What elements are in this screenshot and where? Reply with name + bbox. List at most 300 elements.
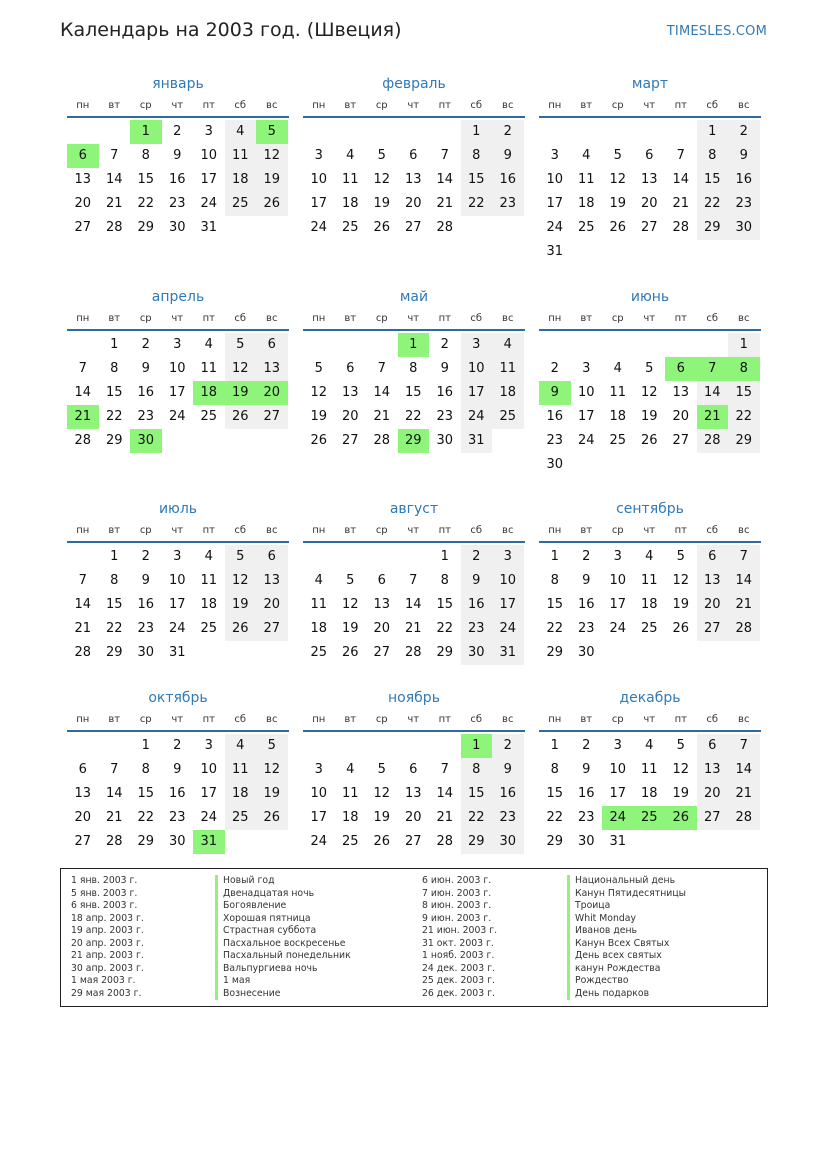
day-cell: 13 (373, 597, 391, 612)
day-cell: 10 (461, 357, 493, 381)
day-cell: 5 (613, 148, 622, 163)
day-cell: 7 (409, 573, 418, 588)
day-cell: 22 (137, 196, 155, 211)
weekday-label: ср (139, 714, 152, 725)
day-cell: 16 (168, 172, 186, 187)
day-cell: 22 (404, 409, 422, 424)
day-cell: 21 (67, 405, 99, 429)
day-cell: 18 (609, 409, 627, 424)
day-cell: 1 (461, 120, 493, 144)
day-cell: 29 (137, 834, 155, 849)
weekday-label: ср (375, 100, 388, 111)
weekday-header (303, 521, 525, 543)
day-cell: 23 (168, 810, 186, 825)
day-cell: 25 (310, 645, 328, 660)
day-cell: 9 (173, 148, 182, 163)
day-cell: 15 (461, 782, 493, 806)
day-cell: 3 (613, 738, 622, 753)
day-cell: 26 (672, 621, 690, 636)
weekday-label: вт (580, 313, 593, 324)
weekday-label: чт (171, 525, 184, 536)
holiday-date: 30 апр. 2003 г. (71, 962, 144, 974)
month-name: февраль (382, 76, 446, 92)
day-cell: 8 (728, 357, 760, 381)
days-grid (67, 545, 289, 665)
days-grid (539, 333, 761, 477)
day-cell: 2 (492, 120, 524, 144)
day-cell: 16 (461, 593, 493, 617)
day-cell: 24 (168, 409, 186, 424)
day-cell: 20 (672, 409, 690, 424)
weekday-label: пн (76, 525, 90, 536)
holiday-name: Вознесение (215, 988, 351, 1001)
day-cell: 23 (577, 810, 595, 825)
day-cell: 15 (546, 597, 564, 612)
day-cell: 5 (676, 549, 685, 564)
day-cell: 25 (225, 806, 257, 830)
empty-day-cell (303, 734, 335, 758)
day-cell: 24 (602, 806, 634, 830)
day-cell: 7 (110, 148, 119, 163)
weekday-label: сб (470, 313, 483, 324)
holiday-date: 25 дек. 2003 г. (422, 975, 495, 986)
empty-day-cell (67, 120, 99, 144)
day-cell: 22 (105, 409, 123, 424)
holiday-date: 6 июн. 2003 г. (422, 875, 492, 886)
site-link[interactable]: TIMESLES.COM (666, 24, 767, 39)
weekday-label: пн (548, 714, 562, 725)
day-cell: 13 (697, 569, 729, 593)
month-name: июль (158, 501, 198, 517)
day-cell: 22 (105, 621, 123, 636)
day-cell: 21 (105, 196, 123, 211)
day-cell: 8 (141, 762, 150, 777)
day-cell: 3 (613, 549, 622, 564)
empty-day-cell (366, 545, 398, 569)
weekday-label: чт (643, 313, 656, 324)
holidays-left-dates (71, 875, 144, 1000)
day-cell: 21 (105, 810, 123, 825)
holiday-date: 21 июн. 2003 г. (422, 925, 498, 936)
day-cell: 12 (373, 172, 391, 187)
day-cell: 27 (404, 220, 422, 235)
weekday-label: пн (548, 100, 562, 111)
day-cell: 25 (200, 621, 218, 636)
month-block (539, 72, 761, 264)
day-cell: 18 (193, 381, 225, 405)
holiday-date: 1 мая 2003 г. (71, 975, 136, 986)
weekday-label: пт (202, 714, 215, 725)
weekday-label: ср (375, 313, 388, 324)
day-cell: 20 (697, 782, 729, 806)
month-name: апрель (151, 289, 205, 305)
weekday-label: ср (611, 313, 624, 324)
day-cell: 11 (200, 361, 218, 376)
day-cell: 15 (105, 385, 123, 400)
day-cell: 3 (582, 361, 591, 376)
day-cell: 18 (640, 786, 658, 801)
day-cell: 23 (728, 192, 760, 216)
day-cell: 14 (672, 172, 690, 187)
day-cell: 9 (461, 569, 493, 593)
holidays-right-names (567, 875, 686, 1000)
day-cell: 29 (461, 830, 493, 854)
month-block (303, 285, 525, 453)
weekday-label: вс (266, 714, 278, 725)
day-cell: 30 (436, 433, 454, 448)
day-cell: 25 (200, 409, 218, 424)
day-cell: 11 (341, 786, 359, 801)
day-cell: 27 (404, 834, 422, 849)
weekday-label: сб (706, 100, 719, 111)
day-cell: 12 (256, 758, 288, 782)
day-cell: 30 (461, 641, 493, 665)
day-cell: 24 (200, 810, 218, 825)
day-cell: 8 (550, 573, 559, 588)
day-cell: 27 (341, 433, 359, 448)
month-name: декабрь (619, 690, 681, 706)
holiday-name: Богоявление (215, 900, 351, 913)
day-cell: 24 (577, 433, 595, 448)
day-cell: 23 (436, 409, 454, 424)
weekday-label: сб (470, 525, 483, 536)
day-cell: 31 (168, 645, 186, 660)
holiday-name: Канун Всех Святых (567, 938, 686, 951)
day-cell: 8 (409, 361, 418, 376)
day-cell: 22 (436, 621, 454, 636)
day-cell: 27 (672, 433, 690, 448)
weekday-label: сб (470, 100, 483, 111)
weekday-label: ср (375, 714, 388, 725)
holiday-date: 31 окт. 2003 г. (422, 937, 494, 949)
day-cell: 30 (168, 834, 186, 849)
day-cell: 8 (550, 762, 559, 777)
day-cell: 28 (105, 834, 123, 849)
day-cell: 19 (225, 381, 257, 405)
day-cell: 8 (461, 758, 493, 782)
day-cell: 17 (310, 196, 328, 211)
day-cell: 12 (225, 569, 257, 593)
empty-day-cell (602, 333, 634, 357)
day-cell: 5 (225, 333, 257, 357)
day-cell: 12 (640, 385, 658, 400)
day-cell: 10 (200, 762, 218, 777)
day-cell: 24 (200, 196, 218, 211)
day-cell: 28 (728, 806, 760, 830)
weekday-label: вт (344, 100, 357, 111)
holiday-name: канун Рождества (567, 963, 686, 976)
weekday-label: пт (438, 313, 451, 324)
day-cell: 2 (461, 545, 493, 569)
day-cell: 22 (546, 621, 564, 636)
day-cell: 11 (200, 573, 218, 588)
empty-day-cell (366, 333, 398, 357)
day-cell: 23 (577, 621, 595, 636)
days-grid (303, 120, 525, 240)
day-cell: 21 (373, 409, 391, 424)
day-cell: 6 (665, 357, 697, 381)
day-cell: 19 (640, 409, 658, 424)
day-cell: 28 (373, 433, 391, 448)
holiday-date: 5 янв. 2003 г. (71, 887, 138, 899)
day-cell: 18 (577, 196, 595, 211)
day-cell: 15 (105, 597, 123, 612)
month-name: январь (152, 76, 204, 92)
days-grid (67, 333, 289, 453)
day-cell: 10 (200, 148, 218, 163)
day-cell: 7 (697, 357, 729, 381)
holiday-name: Двенадцатая ночь (215, 888, 351, 901)
day-cell: 16 (728, 168, 760, 192)
day-cell: 21 (436, 810, 454, 825)
day-cell: 15 (728, 381, 760, 405)
day-cell: 3 (173, 549, 182, 564)
empty-day-cell (335, 120, 367, 144)
day-cell: 6 (697, 545, 729, 569)
day-cell: 6 (256, 333, 288, 357)
month-block (67, 686, 289, 854)
day-cell: 26 (225, 617, 257, 641)
day-cell: 15 (436, 597, 454, 612)
holiday-date: 18 апр. 2003 г. (71, 912, 144, 924)
day-cell: 10 (310, 786, 328, 801)
day-cell: 13 (74, 172, 92, 187)
holiday-name: Национальный день (567, 875, 686, 888)
day-cell: 6 (409, 148, 418, 163)
day-cell: 24 (310, 220, 328, 235)
day-cell: 15 (137, 786, 155, 801)
day-cell: 7 (728, 545, 760, 569)
day-cell: 28 (672, 220, 690, 235)
day-cell: 17 (546, 196, 564, 211)
day-cell: 16 (492, 782, 524, 806)
day-cell: 27 (256, 617, 288, 641)
day-cell: 12 (310, 385, 328, 400)
day-cell: 11 (577, 172, 595, 187)
weekday-label: ср (139, 313, 152, 324)
day-cell: 23 (492, 192, 524, 216)
empty-day-cell (571, 333, 603, 357)
day-cell: 27 (256, 405, 288, 429)
day-cell: 30 (577, 645, 595, 660)
day-cell: 2 (440, 337, 449, 352)
day-cell: 13 (404, 172, 422, 187)
weekday-label: чт (643, 714, 656, 725)
day-cell: 18 (200, 597, 218, 612)
day-cell: 18 (310, 621, 328, 636)
day-cell: 21 (74, 621, 92, 636)
day-cell: 3 (204, 124, 213, 139)
day-cell: 6 (67, 144, 99, 168)
day-cell: 14 (404, 597, 422, 612)
weekday-label: сб (706, 313, 719, 324)
empty-day-cell (697, 333, 729, 357)
day-cell: 6 (645, 148, 654, 163)
day-cell: 25 (609, 433, 627, 448)
day-cell: 6 (409, 762, 418, 777)
day-cell: 21 (697, 405, 729, 429)
day-cell: 31 (193, 830, 225, 854)
day-cell: 12 (373, 786, 391, 801)
day-cell: 26 (373, 834, 391, 849)
day-cell: 1 (697, 120, 729, 144)
day-cell: 20 (697, 593, 729, 617)
day-cell: 25 (225, 192, 257, 216)
day-cell: 23 (137, 621, 155, 636)
empty-day-cell (429, 734, 461, 758)
day-cell: 10 (492, 569, 524, 593)
day-cell: 17 (609, 786, 627, 801)
weekday-label: вт (580, 714, 593, 725)
weekday-label: ср (611, 100, 624, 111)
day-cell: 14 (436, 786, 454, 801)
weekday-header (539, 710, 761, 732)
day-cell: 3 (173, 337, 182, 352)
empty-day-cell (67, 734, 99, 758)
day-cell: 9 (539, 381, 571, 405)
day-cell: 2 (173, 738, 182, 753)
day-cell: 1 (110, 549, 119, 564)
day-cell: 22 (461, 192, 493, 216)
days-grid (539, 734, 761, 854)
day-cell: 20 (404, 196, 422, 211)
day-cell: 26 (256, 192, 288, 216)
month-name: август (389, 501, 439, 517)
day-cell: 17 (168, 385, 186, 400)
day-cell: 28 (436, 834, 454, 849)
day-cell: 23 (546, 433, 564, 448)
day-cell: 4 (346, 762, 355, 777)
day-cell: 16 (137, 385, 155, 400)
month-name: май (399, 289, 429, 305)
day-cell: 16 (137, 597, 155, 612)
weekday-label: чт (643, 525, 656, 536)
day-cell: 10 (577, 385, 595, 400)
day-cell: 26 (665, 806, 697, 830)
weekday-label: вт (580, 100, 593, 111)
day-cell: 19 (256, 168, 288, 192)
empty-day-cell (67, 333, 99, 357)
day-cell: 30 (546, 457, 564, 472)
day-cell: 2 (550, 361, 559, 376)
weekday-label: пт (674, 100, 687, 111)
weekday-label: пн (312, 714, 326, 725)
empty-day-cell (335, 734, 367, 758)
empty-day-cell (539, 120, 571, 144)
weekday-header (67, 96, 289, 118)
month-name: июнь (630, 289, 670, 305)
day-cell: 15 (461, 168, 493, 192)
weekday-label: вс (738, 714, 750, 725)
weekday-label: вс (502, 525, 514, 536)
day-cell: 9 (173, 762, 182, 777)
weekday-label: сб (234, 100, 247, 111)
day-cell: 24 (461, 405, 493, 429)
day-cell: 26 (609, 220, 627, 235)
weekday-label: вс (502, 100, 514, 111)
day-cell: 9 (440, 361, 449, 376)
day-cell: 30 (577, 834, 595, 849)
day-cell: 17 (310, 810, 328, 825)
month-block (67, 72, 289, 240)
weekday-label: вт (344, 525, 357, 536)
holiday-name: Пасхальное воскресенье (215, 938, 351, 951)
day-cell: 8 (461, 144, 493, 168)
day-cell: 27 (74, 834, 92, 849)
day-cell: 17 (492, 593, 524, 617)
weekday-label: вс (738, 313, 750, 324)
day-cell: 7 (728, 734, 760, 758)
weekday-label: вс (266, 525, 278, 536)
weekday-label: пн (76, 313, 90, 324)
days-grid (539, 120, 761, 264)
day-cell: 7 (440, 148, 449, 163)
day-cell: 11 (492, 357, 524, 381)
day-cell: 10 (546, 172, 564, 187)
day-cell: 3 (550, 148, 559, 163)
day-cell: 2 (582, 549, 591, 564)
weekday-label: пн (312, 100, 326, 111)
day-cell: 15 (697, 168, 729, 192)
day-cell: 18 (492, 381, 524, 405)
days-grid (539, 545, 761, 665)
day-cell: 28 (404, 645, 422, 660)
day-cell: 30 (168, 220, 186, 235)
weekday-label: сб (234, 525, 247, 536)
day-cell: 20 (341, 409, 359, 424)
day-cell: 31 (461, 429, 493, 453)
weekday-label: вт (108, 100, 121, 111)
day-cell: 29 (105, 645, 123, 660)
day-cell: 13 (256, 569, 288, 593)
day-cell: 18 (341, 810, 359, 825)
day-cell: 11 (310, 597, 328, 612)
weekday-label: пт (438, 100, 451, 111)
day-cell: 25 (492, 405, 524, 429)
day-cell: 11 (609, 385, 627, 400)
day-cell: 7 (377, 361, 386, 376)
holidays-left-names (215, 875, 351, 1000)
weekday-label: ср (375, 525, 388, 536)
day-cell: 1 (550, 738, 559, 753)
day-cell: 18 (225, 168, 257, 192)
empty-day-cell (303, 333, 335, 357)
day-cell: 14 (728, 569, 760, 593)
holiday-name: Иванов день (567, 925, 686, 938)
holiday-name: Страстная суббота (215, 925, 351, 938)
day-cell: 29 (105, 433, 123, 448)
weekday-label: вс (266, 100, 278, 111)
empty-day-cell (398, 545, 430, 569)
day-cell: 9 (492, 144, 524, 168)
holiday-name: Вальпургиева ночь (215, 963, 351, 976)
day-cell: 9 (582, 573, 591, 588)
day-cell: 21 (672, 196, 690, 211)
day-cell: 31 (492, 641, 524, 665)
weekday-header (539, 309, 761, 331)
day-cell: 16 (577, 786, 595, 801)
empty-day-cell (303, 120, 335, 144)
empty-day-cell (303, 545, 335, 569)
day-cell: 3 (314, 762, 323, 777)
day-cell: 29 (436, 645, 454, 660)
empty-day-cell (602, 120, 634, 144)
weekday-label: сб (470, 714, 483, 725)
day-cell: 19 (672, 786, 690, 801)
weekday-label: сб (706, 714, 719, 725)
weekday-label: ср (611, 525, 624, 536)
weekday-label: пт (674, 525, 687, 536)
